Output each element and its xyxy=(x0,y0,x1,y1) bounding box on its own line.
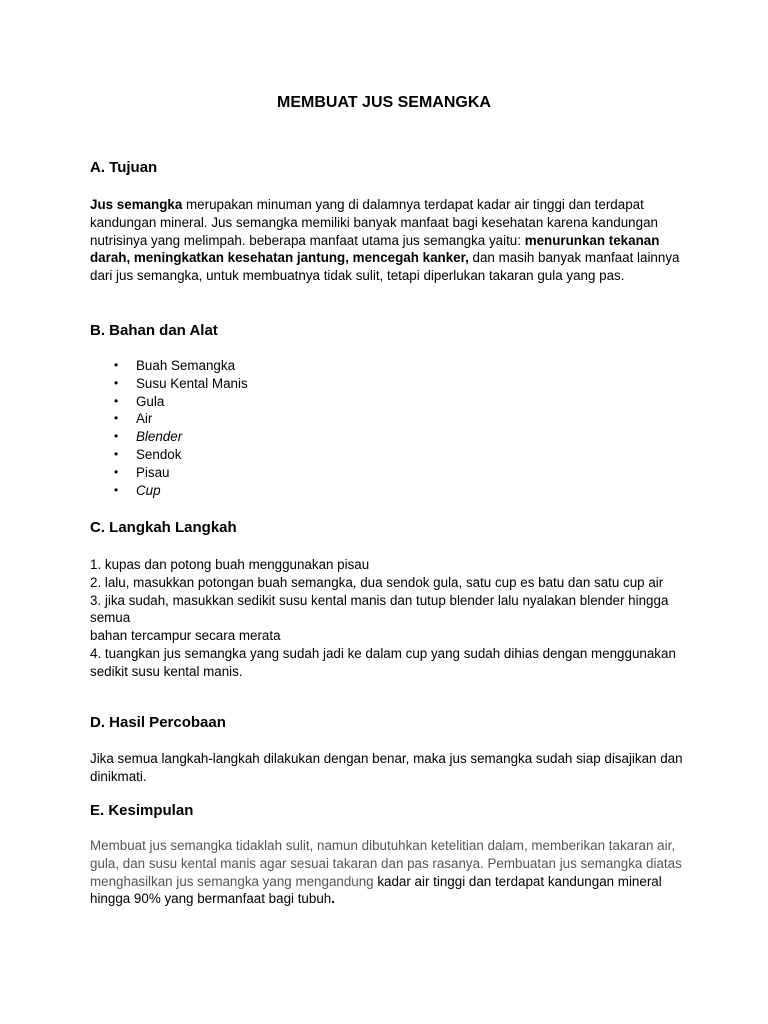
bullet-icon: • xyxy=(114,393,119,408)
document-title: MEMBUAT JUS SEMANGKA xyxy=(277,94,491,111)
tujuan-text-1: merupakan minuman yang di dalamnya terdapat kadar air tinggi dan terdapat kandungan mineral. Jus semangka memiliki banyak manfaat bagi kesehatan karena kandungan nutrisinya yang melimpah. beberapa manfaat utama jus semangka yaitu: xyxy=(90,197,658,248)
heading-tujuan: A. Tujuan xyxy=(90,159,158,176)
bullet-icon: • xyxy=(114,358,119,372)
step-line: bahan tercampur secara merata xyxy=(90,628,281,644)
list-item-text: Air xyxy=(136,411,153,427)
list-item xyxy=(90,482,248,500)
list-item-text: Susu Kental Manis xyxy=(136,375,248,391)
list-item xyxy=(90,410,248,428)
list-item xyxy=(90,357,248,375)
bahan-list xyxy=(90,357,248,499)
heading-bahan-alat: B. Bahan dan Alat xyxy=(90,322,218,339)
bullet-icon: • xyxy=(114,411,119,426)
bullet-icon: • xyxy=(114,429,119,444)
kesimpulan-end: . xyxy=(331,891,335,907)
bullet-icon: • xyxy=(114,464,119,479)
list-item-text: Sendok xyxy=(136,446,182,462)
tujuan-text-2: dan masih banyak manfaat lainnya dari jus semangka, untuk membuatnya tidak sulit, tetapi diperlukan takaran gula yang pas. xyxy=(90,250,680,284)
kesimpulan-gray-text: Membuat jus semangka tidaklah sulit, namun dibutuhkan ketelitian dalam, memberikan takaran air, gula, dan susu kental manis agar sesuai takaran dan pas rasanya. Pembuatan jus semangka diatas menghasilkan jus semangka yang mengandung xyxy=(90,838,682,889)
paragraph-hasil: Jika semua langkah-langkah dilakukan dengan benar, maka jus semangka sudah siap disajikan dan dinikmati. xyxy=(90,751,683,784)
list-item-text: Cup xyxy=(136,482,161,498)
bold-jus-semangka: Jus semangka xyxy=(90,197,183,212)
list-item-text: Pisau xyxy=(136,464,170,480)
step-line: 2. lalu, masukkan potongan buah semangka, dua sendok gula, satu cup es batu dan satu cup air xyxy=(90,574,664,590)
list-item xyxy=(90,393,248,411)
paragraph-kesimpulan xyxy=(90,837,690,908)
list-item xyxy=(90,446,248,464)
list-item-text: Buah Semangka xyxy=(136,358,236,373)
bullet-icon: • xyxy=(114,375,119,390)
kesimpulan-black-text: kadar air tinggi dan terdapat kandungan mineral hingga 90% yang bermanfaat bagi tubuh xyxy=(90,873,662,907)
bullet-icon: • xyxy=(114,482,119,497)
paragraph-tujuan xyxy=(90,196,690,285)
step-line: 3. jika sudah, masukkan sedikit susu kental manis dan tutup blender lalu nyalakan blender hingga semua xyxy=(90,592,669,626)
step-line: 4. tuangkan jus semangka yang sudah jadi ke dalam cup yang sudah dihias dengan menggunakan sedikit susu kental manis. xyxy=(90,645,676,679)
list-item xyxy=(90,375,248,393)
list-item-text: Gula xyxy=(136,393,165,409)
list-item xyxy=(90,464,248,482)
heading-kesimpulan: E. Kesimpulan xyxy=(90,802,194,819)
heading-langkah: C. Langkah Langkah xyxy=(90,519,237,536)
list-item xyxy=(90,428,248,446)
step-line: 1. kupas dan potong buah menggunakan pisau xyxy=(90,557,370,572)
bullet-icon: • xyxy=(114,446,119,461)
bold-manfaat: menurunkan tekanan darah, meningkatkan kesehatan jantung, mencegah kanker, xyxy=(90,232,660,266)
steps-block xyxy=(90,556,690,681)
heading-hasil: D. Hasil Percobaan xyxy=(90,714,226,731)
list-item-text: Blender xyxy=(136,429,183,445)
